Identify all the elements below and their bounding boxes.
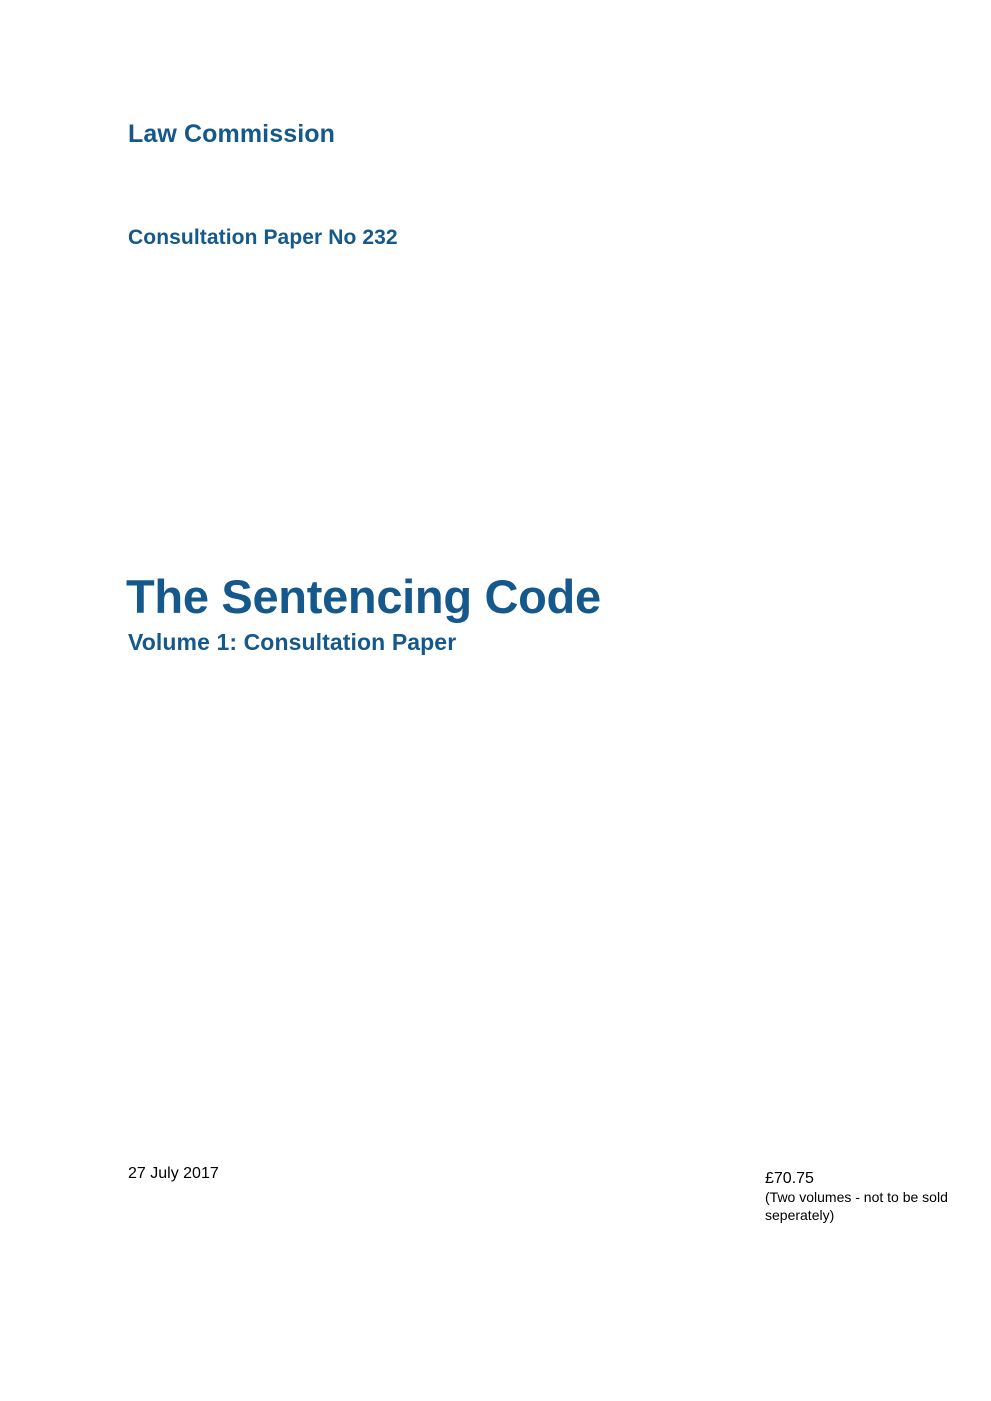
publication-date: 27 July 2017 — [128, 1165, 219, 1182]
price-value: £70.75 — [765, 1170, 814, 1187]
page-title: The Sentencing Code — [126, 570, 601, 624]
price-block — [765, 1169, 955, 1225]
consultation-paper-number: Consultation Paper No 232 — [128, 226, 398, 249]
page-subtitle: Volume 1: Consultation Paper — [128, 629, 457, 655]
organisation-name: Law Commission — [128, 120, 335, 148]
price-note: (Two volumes - not to be sold seperately) — [765, 1189, 948, 1224]
